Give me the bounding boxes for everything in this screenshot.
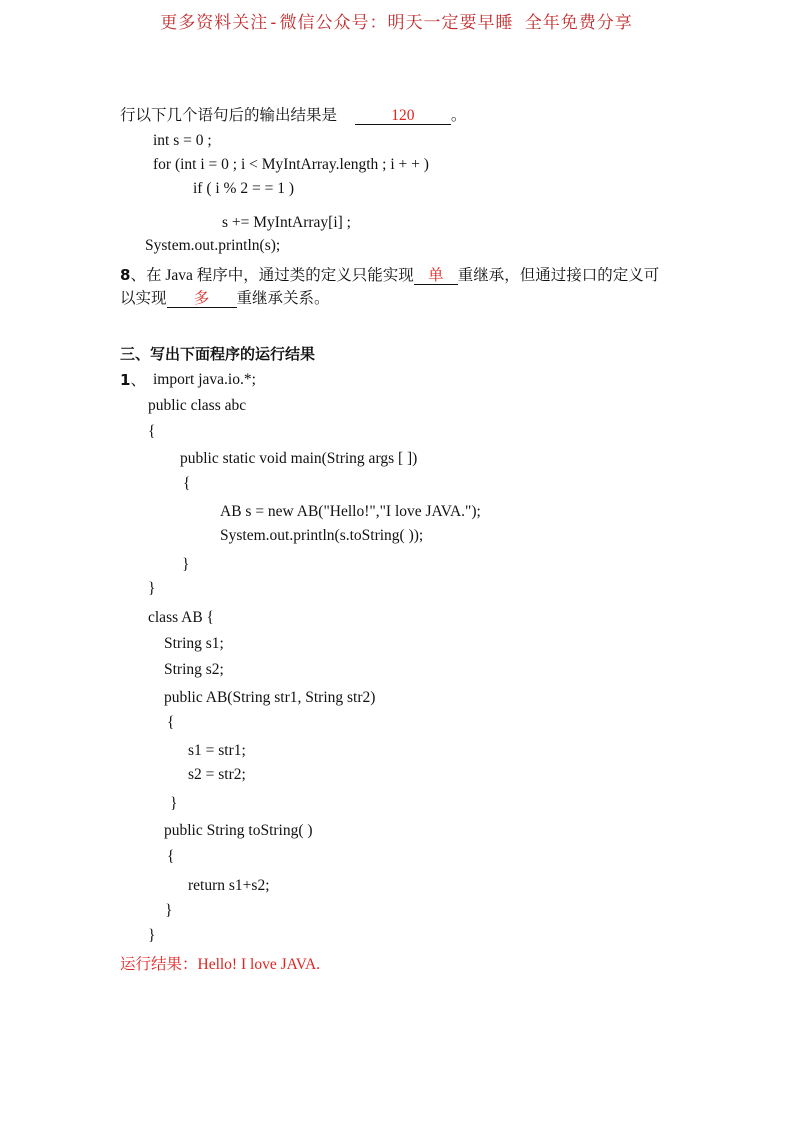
q8-text-b: 重继承，但通过接口的定义可 [457,267,660,284]
q8-answer2-blank: 多 [167,290,237,308]
code-line: public static void main(String args [ ]) [180,450,418,467]
q7-suffix: 。 [450,107,467,124]
q8-text-c: 以实现 [120,290,167,307]
code-line: } [165,902,173,919]
section3-q1-label [120,370,146,391]
code-line: public class abc [148,397,247,414]
code-line: System.out.println(s.toString( )); [220,527,424,544]
section3-heading: 三、写出下面程序的运行结果 [120,345,316,363]
code-line: String s1; [164,635,224,652]
code-line: return s1+s2; [188,877,270,894]
q8-line-2 [120,289,330,309]
code-line: class AB { [148,609,214,626]
code-line: } [148,580,156,597]
code-line: { [148,423,156,440]
code-line: } [182,556,190,573]
q8-line-1 [120,265,659,286]
q8-number: 8 [120,266,131,284]
q7-code-line: int s = 0 ; [153,132,212,149]
code-line: s2 = str2; [188,766,246,783]
run-result: 运行结果：Hello! I love JAVA. [120,956,321,973]
code-line: } [170,795,178,812]
q8-text-a: 、在 Java 程序中，通过类的定义只能实现 [130,267,414,284]
q7-answer-blank: 120 [355,107,451,125]
code-line: s1 = str1; [188,742,246,759]
q8-answer1-blank: 单 [414,267,458,285]
header-banner: 更多资料关注-微信公众号：明天一定要早睡 全年免费分享 [160,13,633,33]
code-line: import java.io.*; [153,371,256,388]
code-line: } [148,927,156,944]
code-line: { [167,848,175,865]
code-line: AB s = new AB("Hello!","I love JAVA."); [220,503,481,520]
code-line: { [167,714,175,731]
code-line: public String toString( ) [164,822,313,839]
q7-code-line: s += MyIntArray[i] ; [222,214,351,231]
q7-code-line: if ( i % 2 = = 1 ) [193,180,294,197]
q7-prompt [120,106,466,126]
code-line: { [183,475,191,492]
code-line: public AB(String str1, String str2) [164,689,376,706]
code-line: String s2; [164,661,224,678]
q8-text-d: 重继承关系。 [236,290,330,307]
q7-code-line: System.out.println(s); [145,237,281,254]
q1-separator: 、 [130,372,146,389]
q1-number: 1 [120,371,131,389]
q7-code-line: for (int i = 0 ; i < MyIntArray.length ; i + + ) [153,156,429,173]
q7-prefix: 行以下几个语句后的输出结果是 [120,107,338,124]
